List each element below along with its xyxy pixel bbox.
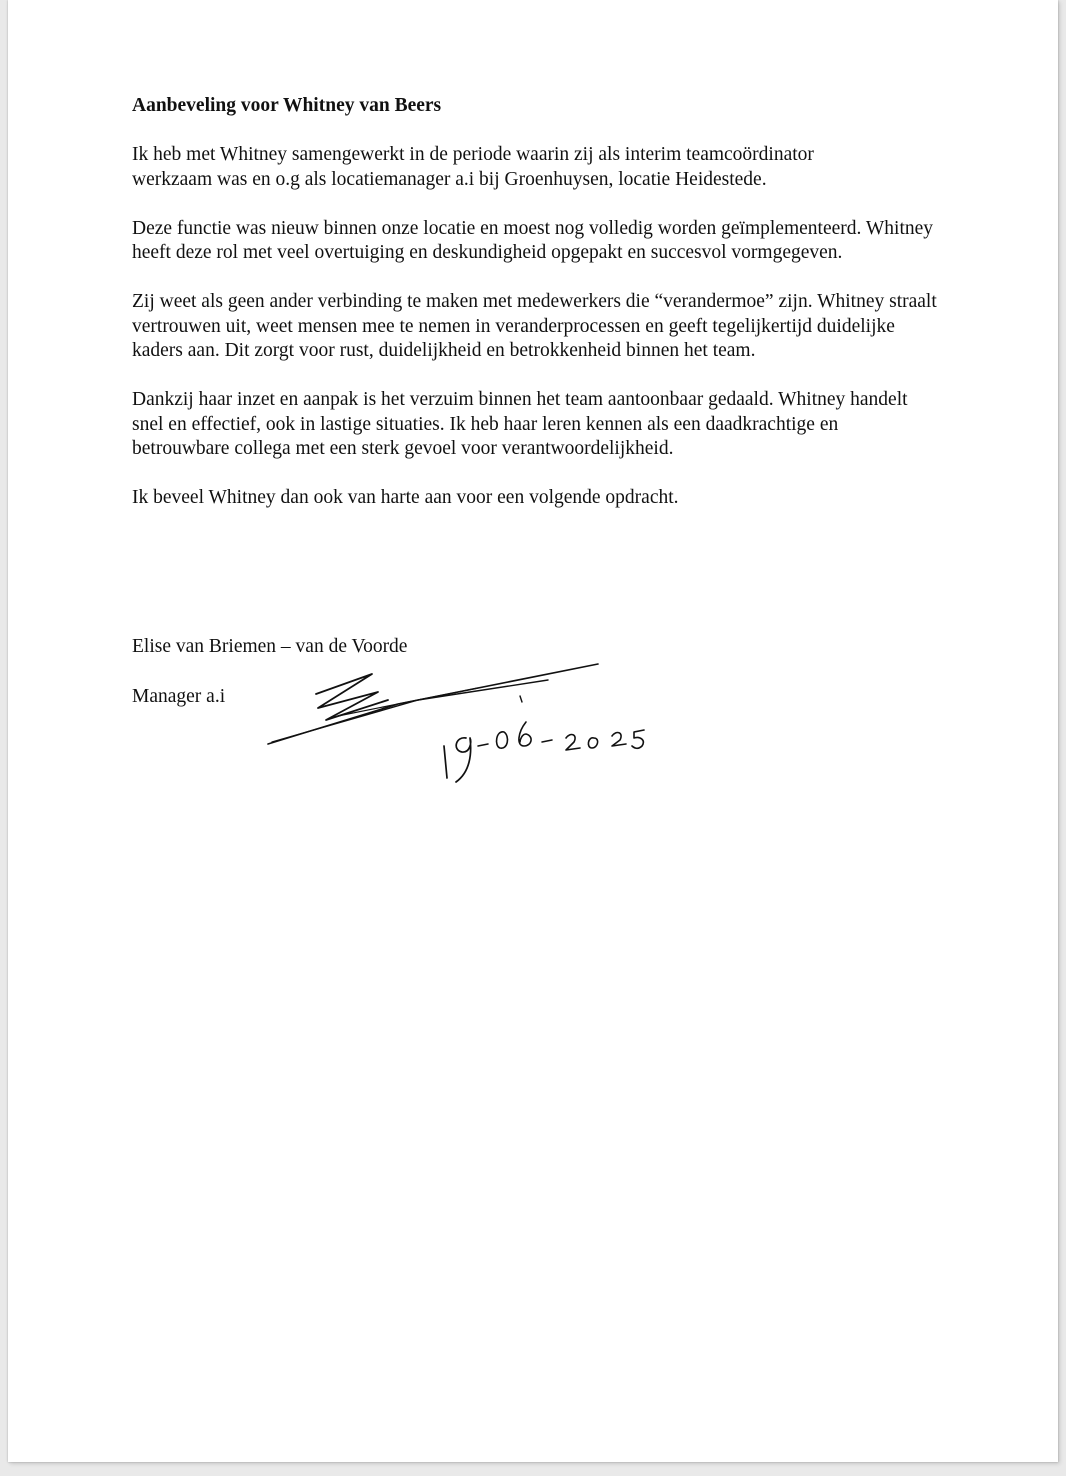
letter-title: Aanbeveling voor Whitney van Beers <box>132 95 442 116</box>
letter-body <box>132 94 952 511</box>
paragraph-4: Dankzij haar inzet en aanpak is het verzuim binnen het team aantoonbaar gedaald. Whitney handelt snel en effectief, ook in lastige situaties. Ik heb haar leren kennen als een daadkrachtige en betrouwbare collega met een sterk gevoel voor verantwoordelijkheid. <box>132 389 908 459</box>
paragraph-5: Ik beveel Whitney dan ook van harte aan voor een volgende opdracht. <box>132 487 679 508</box>
paragraph-1: Ik heb met Whitney samengewerkt in de periode waarin zij als interim teamcoördinator werkzaam was en o.g als locatiemanager a.i bij Groenhuysen, locatie Heidestede. <box>132 144 814 190</box>
signer-role: Manager a.i <box>132 686 226 707</box>
handwritten-signature <box>248 650 668 790</box>
document-page <box>8 0 1058 1462</box>
paragraph-2: Deze functie was nieuw binnen onze locatie en moest nog volledig worden geïmplementeerd. Whitney heeft deze rol met veel overtuiging en deskundigheid opgepakt en succesvol vormgegeven. <box>132 217 934 263</box>
paragraph-3: Zij weet als geen ander verbinding te maken met medewerkers die “verandermoe” zijn. Whitney straalt vertrouwen uit, weet mensen mee te nemen in veranderprocessen en geeft tegelijkertijd duidelijke kaders aan. Dit zorgt voor rust, duidelijkheid en betrokkenheid binnen het team. <box>132 291 937 361</box>
signer-name: Elise van Briemen – van de Voorde <box>132 636 408 657</box>
